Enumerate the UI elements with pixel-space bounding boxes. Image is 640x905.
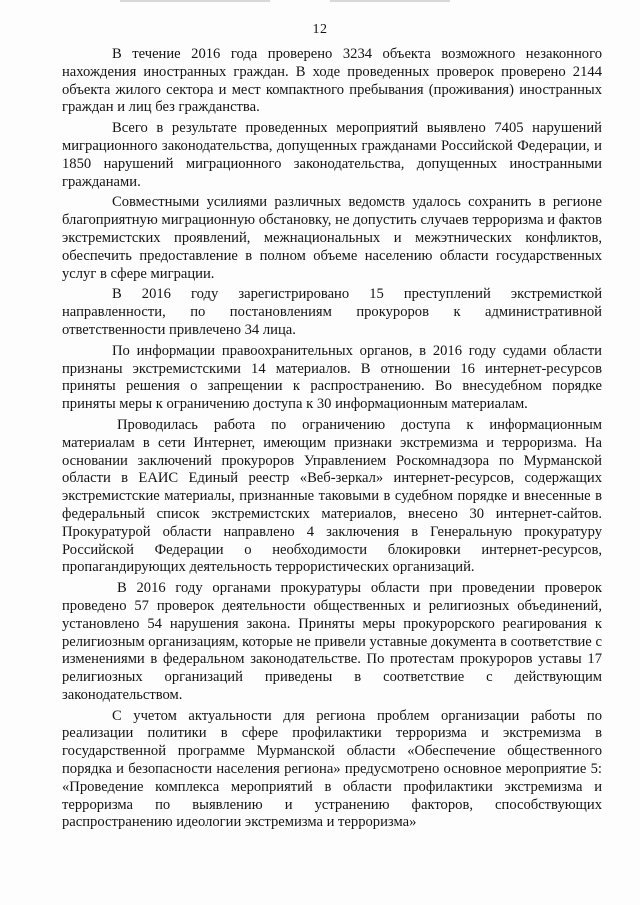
scan-edge-line — [330, 0, 450, 2]
paragraph-inspections: В течение 2016 года проверено 3234 объекта возможного незаконного нахождения иностранных граждан. В ходе проведенных проверок проверено 2144 объекта жилого сектора и мест компактного пребывания (проживания) иностранных граждан и лиц без гражданства. — [62, 46, 602, 116]
paragraph-court-materials: По информации правоохранительных органов, в 2016 году судами области признаны экстремистскими 14 материалов. В отношении 16 интернет-ресурсов приняты решения о запрещении к распространению. Во внесудебном порядке приняты меры к ограничению доступа к 30 информационным материалам. — [62, 342, 602, 413]
scan-edge-line — [120, 0, 270, 2]
page-number: 12 — [312, 22, 328, 37]
paragraph-internet-restriction: Проводилась работа по ограничению доступа к информационным материалам в сети Интернет, имеющим признаки экстремизма и терроризма. На основании заключений прокуроров Управлением Роскомнадзора по Мурманской области в ЕАИС Единый реестр «Веб-зеркал» интернет-ресурсов, содержащих экстремистские материалы, признанные таковыми в судебном порядке и внесенные в федеральный список экстремистских материалов, внесено 30 интернет-сайтов. Прокуратурой области направлено 4 заключения в Генеральную прокуратуру Российской Федерации о необходимости блокировки интернет-ресурсов, пропагандирующих деятельность террористических организаций. — [62, 416, 602, 576]
paragraph-state-program: С учетом актуальности для региона проблем организации работы по реализации политики в сфере профилактики терроризма и экстремизма в государственной программе Мурманской области «Обеспечение общественного порядка и безопасности населения региона» предусмотрено основное мероприятие 5: «Проведение комплекса мероприятий в области профилактики экстремизма и терроризма по выявлению и устранению факторов, способствующих распространению идеологии экстремизма и терроризма» — [62, 707, 602, 831]
paragraph-joint-efforts: Совместными усилиями различных ведомств удалось сохранить в регионе благоприятную миграционную обстановку, не допустить случаев терроризма и фактов экстремистских проявлений, межнациональных и межэтнических конфликтов, обеспечить предоставление в полном объеме населению области государственных услуг в сфере миграции. — [62, 194, 602, 282]
paragraph-religious-organizations: В 2016 году органами прокуратуры области при проведении проверок проведено 57 проверок деятельности общественных и религиозных объединений, установлено 54 нарушения закона. Приняты меры прокурорского реагирования к религиозным организациям, которые не привели уставные документа в соответствие с изменениями в федеральном законодательстве. По протестам прокуроров уставы 17 религиозных организаций приведены в соответствие с действующим законодательством. — [62, 580, 602, 703]
paragraph-crimes: В 2016 году зарегистрировано 15 преступлений экстремисткой направленности, по постановлениям прокуроров к административной ответственности привлечено 34 лица. — [62, 286, 602, 338]
document-body — [62, 46, 602, 835]
paragraph-violations: Всего в результате проведенных мероприятий выявлено 7405 нарушений миграционного законодательства, допущенных гражданами Российской Федерации, и 1850 нарушений миграционного законодательства, допущенных иностранными гражданами. — [62, 120, 602, 190]
